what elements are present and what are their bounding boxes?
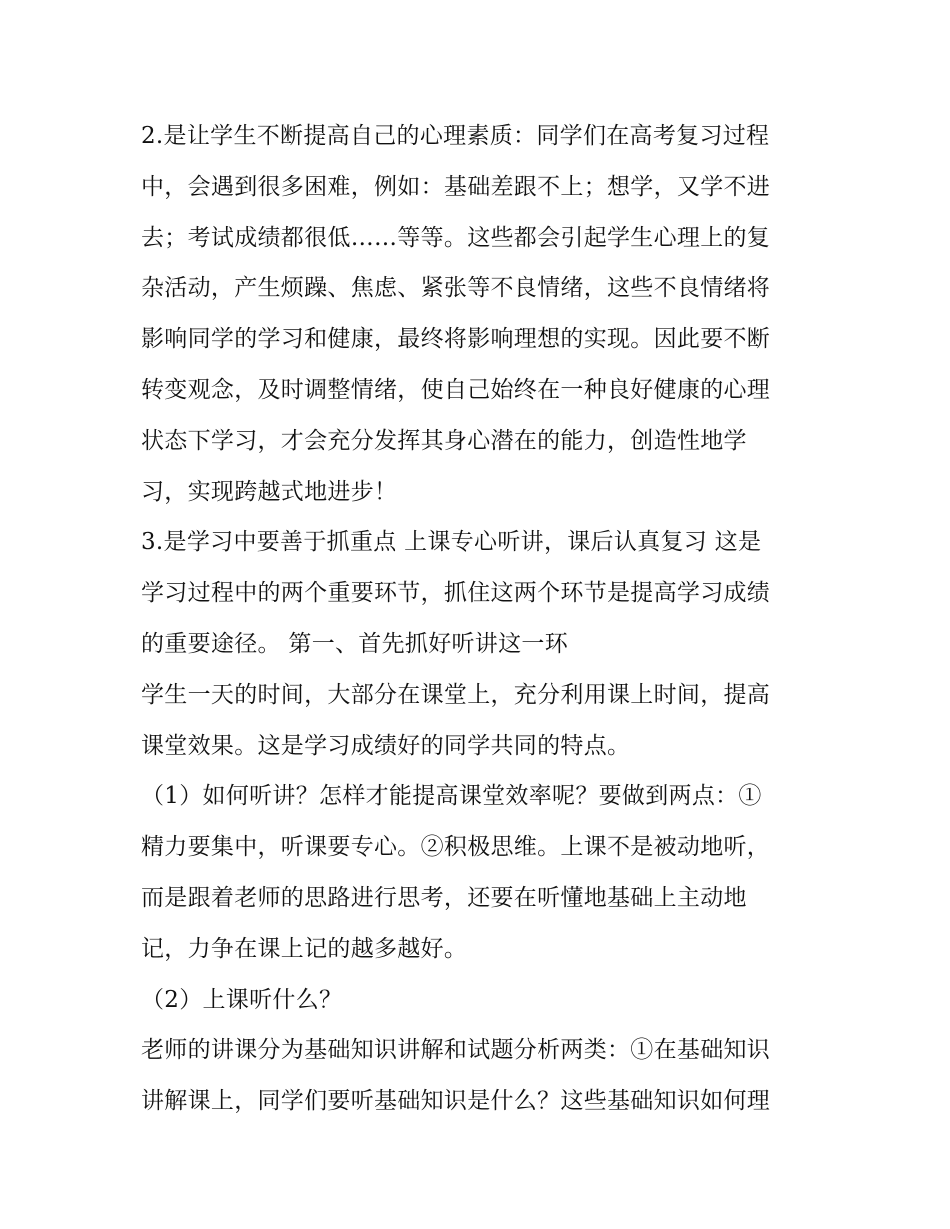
text-line: 去；考试成绩都很低……等等。这些都会引起学生心理上的复	[141, 224, 771, 251]
text-line: 的重要途径。 第一、首先抓好听讲这一环	[141, 630, 569, 657]
text-line: 学生一天的时间，大部分在课堂上，充分利用课上时间，提高	[141, 681, 771, 708]
text-line: 记，力争在课上记的越多越好。	[141, 935, 468, 962]
text-line: 讲解课上，同学们要听基础知识是什么？这些基础知识如何理	[141, 1088, 771, 1115]
text-line: 精力要集中，听课要专心。②积极思维。上课不是被动地听，	[141, 834, 771, 861]
text-line: 而是跟着老师的思路进行思考，还要在听懂地基础上主动地	[141, 884, 747, 911]
text-line: （1）如何听讲？怎样才能提高课堂效率呢？要做到两点：①	[141, 783, 762, 810]
text-line: （2）上课听什么？	[141, 986, 343, 1013]
text-line: 状态下学习，才会充分发挥其身心潜在的能力，创造性地学	[141, 427, 747, 454]
text-line: 转变观念，及时调整情绪，使自己始终在一种良好健康的心理	[141, 376, 771, 403]
body-text	[141, 111, 821, 1127]
text-line: 3.是学习中要善于抓重点 上课专心听讲，课后认真复习 这是	[141, 529, 762, 556]
text-line: 老师的讲课分为基础知识讲解和试题分析两类：①在基础知识	[141, 1037, 771, 1064]
text-line: 杂活动，产生烦躁、焦虑、紧张等不良情绪，这些不良情绪将	[141, 275, 771, 302]
text-line: 学习过程中的两个重要环节，抓住这两个环节是提高学习成绩	[141, 580, 771, 607]
text-line: 中，会遇到很多困难，例如：基础差跟不上；想学，又学不进	[141, 173, 771, 200]
text-line: 课堂效果。这是学习成绩好的同学共同的特点。	[141, 732, 631, 759]
text-line: 习，实现跨越式地进步！	[141, 478, 398, 505]
text-line: 影响同学的学习和健康，最终将影响理想的实现。因此要不断	[141, 326, 771, 353]
text-line: 2.是让学生不断提高自己的心理素质：同学们在高考复习过程	[141, 123, 770, 149]
